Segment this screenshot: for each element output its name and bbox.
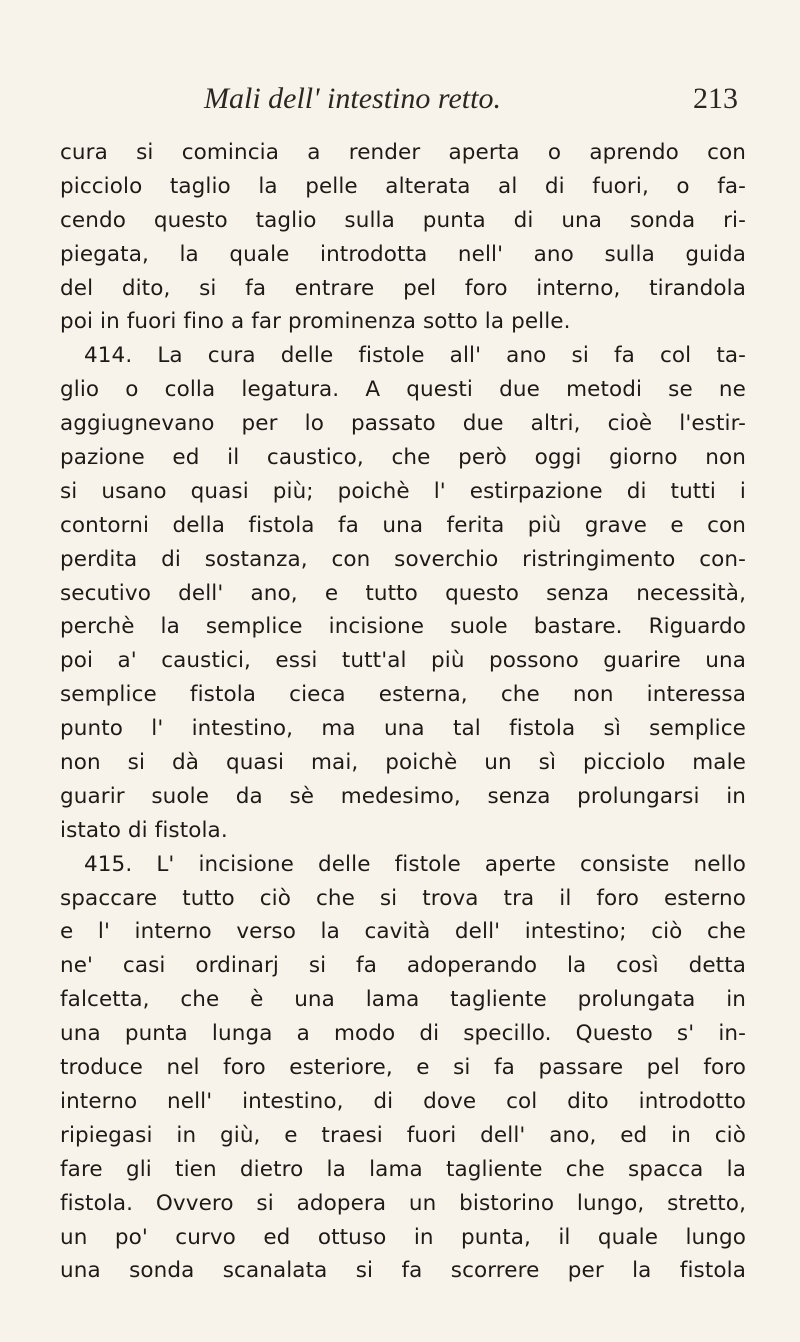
text-line: picciolo taglio la pelle alterata al di fuori, o fa- (60, 173, 746, 199)
text-line: fistola. Ovvero si adopera un bistorino lungo, stretto, (60, 1190, 746, 1216)
text-line: un po' curvo ed ottuso in punta, il quale lungo (60, 1224, 746, 1250)
text-line: perchè la semplice incisione suole bastare. Riguardo (60, 614, 746, 640)
page-number: 213 (693, 82, 738, 115)
text-line: contorni della fistola fa una ferita più grave e con (60, 512, 746, 538)
text-line: perdita di sostanza, con soverchio ristringimento con- (60, 546, 746, 572)
text-line: una punta lunga a modo di specillo. Questo s' in- (60, 1021, 746, 1047)
text-line: poi in fuori fino a far prominenza sotto la pelle. (60, 309, 571, 335)
running-head (60, 81, 740, 121)
text-line: troduce nel foro esteriore, e si fa passare pel foro (60, 1055, 746, 1081)
text-line: pazione ed il caustico, che però oggi giorno non (60, 445, 746, 471)
text-line: falcetta, che è una lama tagliente prolungata in (60, 987, 746, 1013)
text-line: poi a' caustici, essi tutt'al più possono guarire una (60, 648, 746, 674)
text-line: cura si comincia a render aperta o aprendo con (60, 140, 746, 165)
text-line: e l' interno verso la cavità dell' intestino; ciò che (60, 919, 746, 945)
text-line: glio o colla legatura. A questi due metodi se ne (60, 377, 746, 403)
text-line: secutivo dell' ano, e tutto questo senza necessità, (60, 580, 746, 606)
text-line: ne' casi ordinarj si fa adoperando la così detta (60, 953, 746, 979)
text-line: aggiugnevano per lo passato due altri, cioè l'estir- (60, 411, 746, 437)
paragraph-start-414: 414. La cura delle fistole all' ano si fa col ta- (84, 343, 746, 369)
text-line: istato di fistola. (60, 817, 228, 843)
text-line: ripiegasi in giù, e traesi fuori dell' ano, ed in ciò (60, 1122, 746, 1148)
text-line: cendo questo taglio sulla punta di una sonda ri- (60, 207, 746, 233)
text-line: guarir suole da sè medesimo, senza prolungarsi in (60, 783, 746, 809)
text-line: piegata, la quale introdotta nell' ano sulla guida (60, 241, 746, 267)
running-head-title: Mali dell' intestino retto. (204, 82, 501, 115)
text-line: semplice fistola cieca esterna, che non interessa (60, 682, 746, 708)
text-line: del dito, si fa entrare pel foro interno, tirandola (60, 275, 746, 301)
text-line: spaccare tutto ciò che si trova tra il foro esterno (60, 885, 746, 911)
text-line: interno nell' intestino, di dove col dito introdotto (60, 1088, 746, 1114)
text-line: fare gli tien dietro la lama tagliente che spacca la (60, 1156, 746, 1182)
paragraph-start-415: 415. L' incisione delle fistole aperte consiste nello (84, 851, 746, 877)
body-text (60, 136, 746, 1288)
text-line: punto l' intestino, ma una tal fistola sì semplice (60, 716, 746, 742)
text-line: una sonda scanalata si fa scorrere per la fistola (60, 1258, 746, 1284)
text-line: non si dà quasi mai, poichè un sì picciolo male (60, 750, 746, 776)
text-line: si usano quasi più; poichè l' estirpazione di tutti i (60, 478, 746, 504)
